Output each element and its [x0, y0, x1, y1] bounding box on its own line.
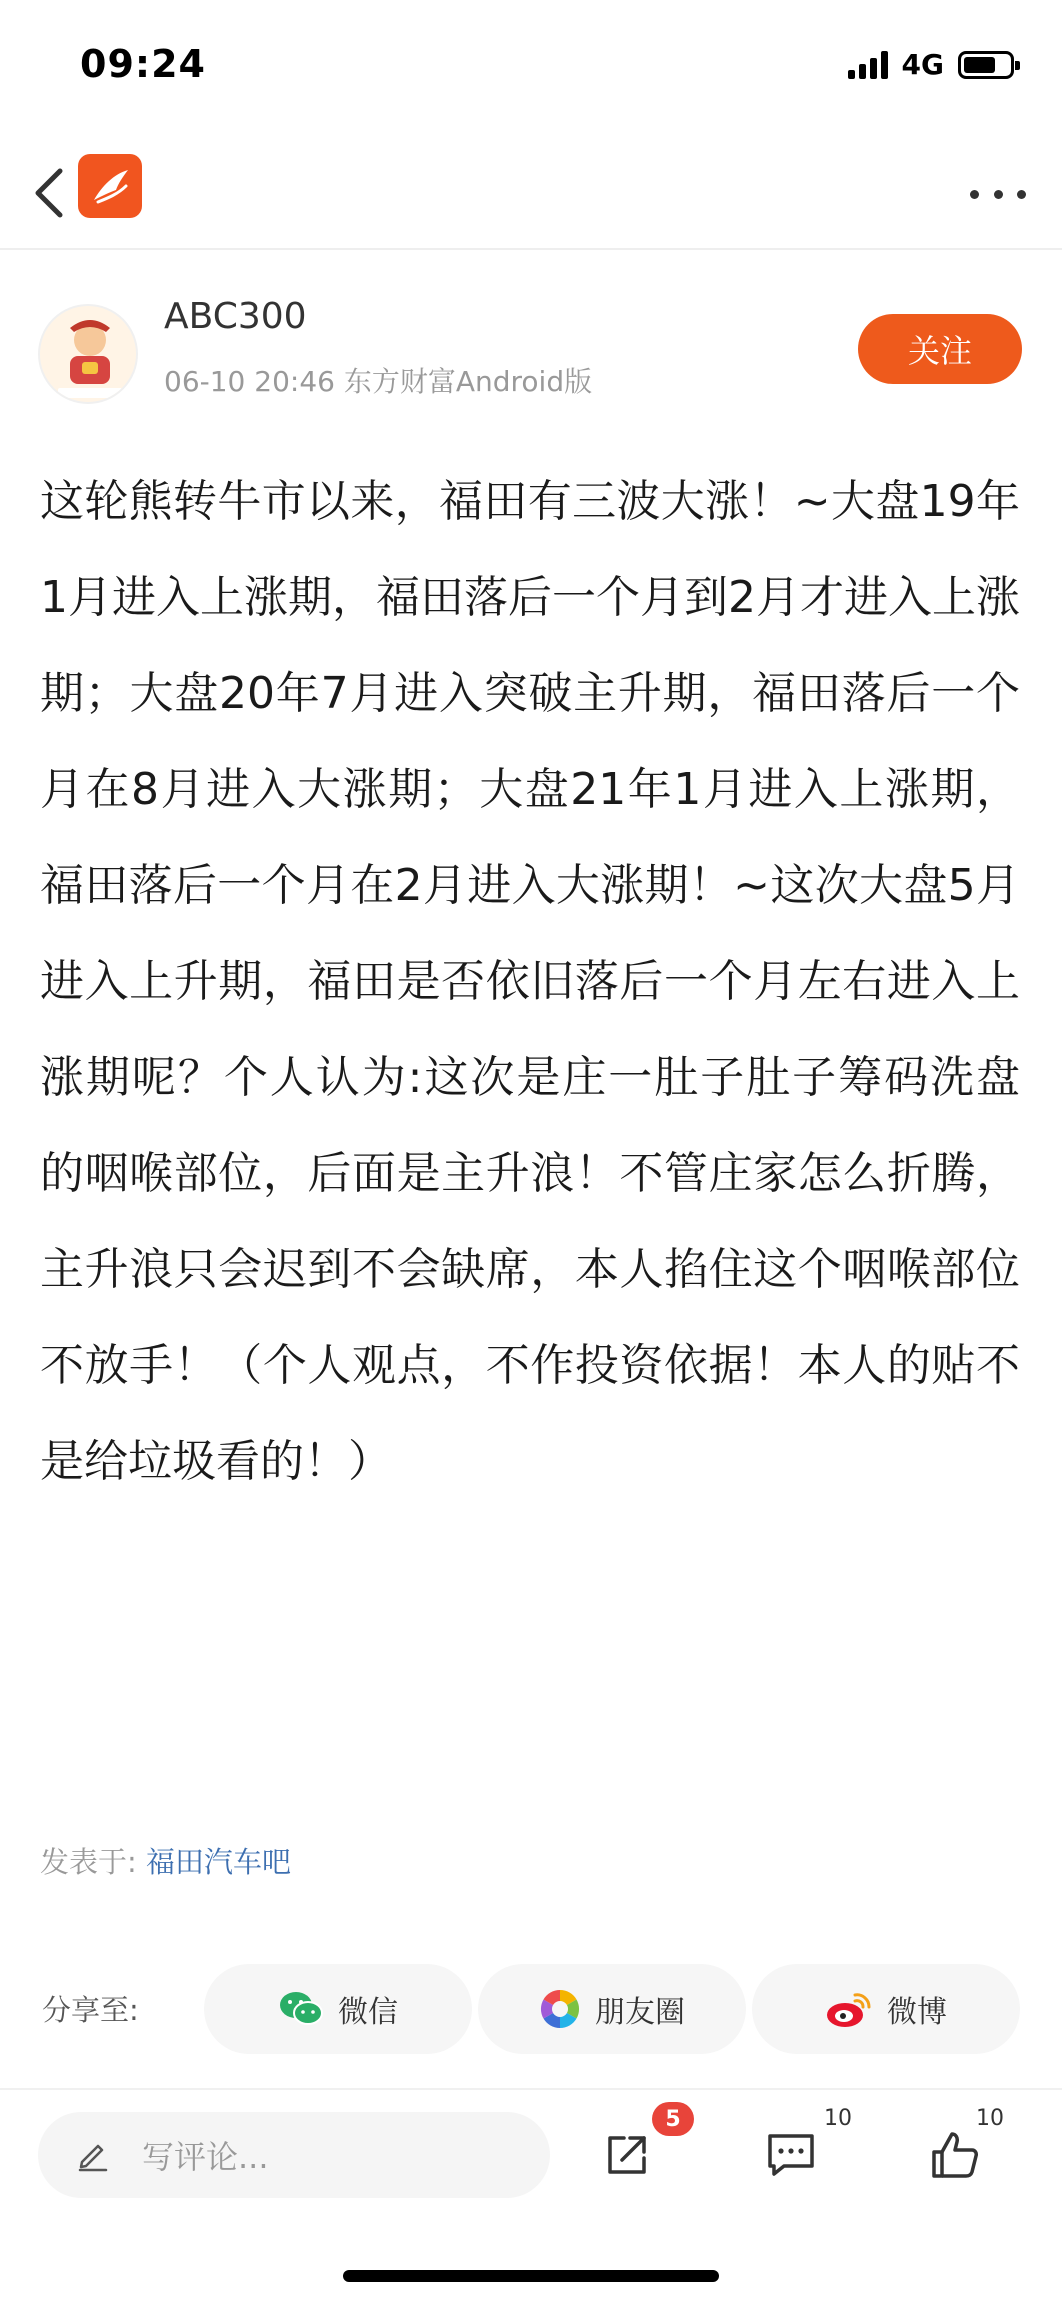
share-count-badge: 5 — [652, 2102, 694, 2136]
share-wechat-button[interactable] — [204, 1964, 472, 2054]
author-name[interactable]: ABC300 — [164, 296, 307, 337]
source-prefix: 发表于: — [40, 1845, 137, 1879]
share-weibo-label: 微博 — [887, 1995, 947, 2030]
like-count: 10 — [976, 2106, 1004, 2131]
share-weibo-button[interactable] — [752, 1964, 1020, 2054]
like-icon — [928, 2128, 982, 2182]
share-icon — [602, 2130, 652, 2180]
battery-icon — [958, 51, 1014, 79]
comment-count: 10 — [824, 2106, 852, 2131]
wechat-icon — [278, 1989, 324, 2029]
comment-button[interactable] — [756, 2120, 826, 2190]
comment-placeholder: 写评论... — [142, 2138, 269, 2176]
share-moments-label: 朋友圈 — [595, 1995, 685, 2030]
pencil-icon — [76, 2138, 110, 2172]
post-content: 这轮熊转牛市以来，福田有三波大涨！~大盘19年1月进入上涨期，福田落后一个月到2月才进入上涨期；大盘20年7月进入突破主升期，福田落后一个月在8月进入大涨期；大盘21年1月进入上涨期，福田落后一个月在2月进入大涨期！~这次大盘5月进入上升期，福田是否依旧落后一个月左右进入上涨期呢？个人认为:这次是庄一肚子肚子筹码洗盘的咽喉部位，后面是主升浪！不管庄家怎么折腾，主升浪只会迟到不会缺席，本人掐住这个咽喉部位不放手！（个人观点，不作投资依据！本人的贴不是给垃圾看的！） — [40, 476, 1020, 1487]
status-bar — [0, 0, 1062, 130]
status-time: 09:24 — [80, 42, 206, 86]
bottom-bar — [0, 2088, 1062, 2303]
share-moments-button[interactable] — [478, 1964, 746, 2054]
share-label: 分享至: — [42, 1993, 139, 2027]
signal-icon — [848, 51, 888, 79]
moments-icon — [539, 1988, 581, 2030]
more-icon[interactable] — [970, 174, 1026, 214]
network-type: 4G — [901, 48, 944, 81]
follow-button[interactable]: 关注 — [858, 314, 1022, 384]
status-icons — [848, 48, 1014, 81]
back-icon[interactable] — [24, 158, 74, 228]
app-logo-icon[interactable] — [78, 154, 142, 218]
comment-input[interactable] — [38, 2112, 550, 2198]
share-wechat-label: 微信 — [338, 1995, 398, 2030]
forum-link[interactable]: 福田汽车吧 — [146, 1845, 292, 1879]
comment-icon — [764, 2130, 818, 2180]
post-meta: 06-10 20:46 东方财富Android版 — [164, 365, 593, 398]
home-indicator[interactable] — [343, 2270, 719, 2282]
post-source — [40, 1840, 291, 1881]
weibo-icon — [825, 1989, 873, 2029]
nav-bar — [0, 130, 1062, 250]
share-button[interactable] — [592, 2120, 662, 2190]
avatar[interactable] — [38, 304, 138, 404]
